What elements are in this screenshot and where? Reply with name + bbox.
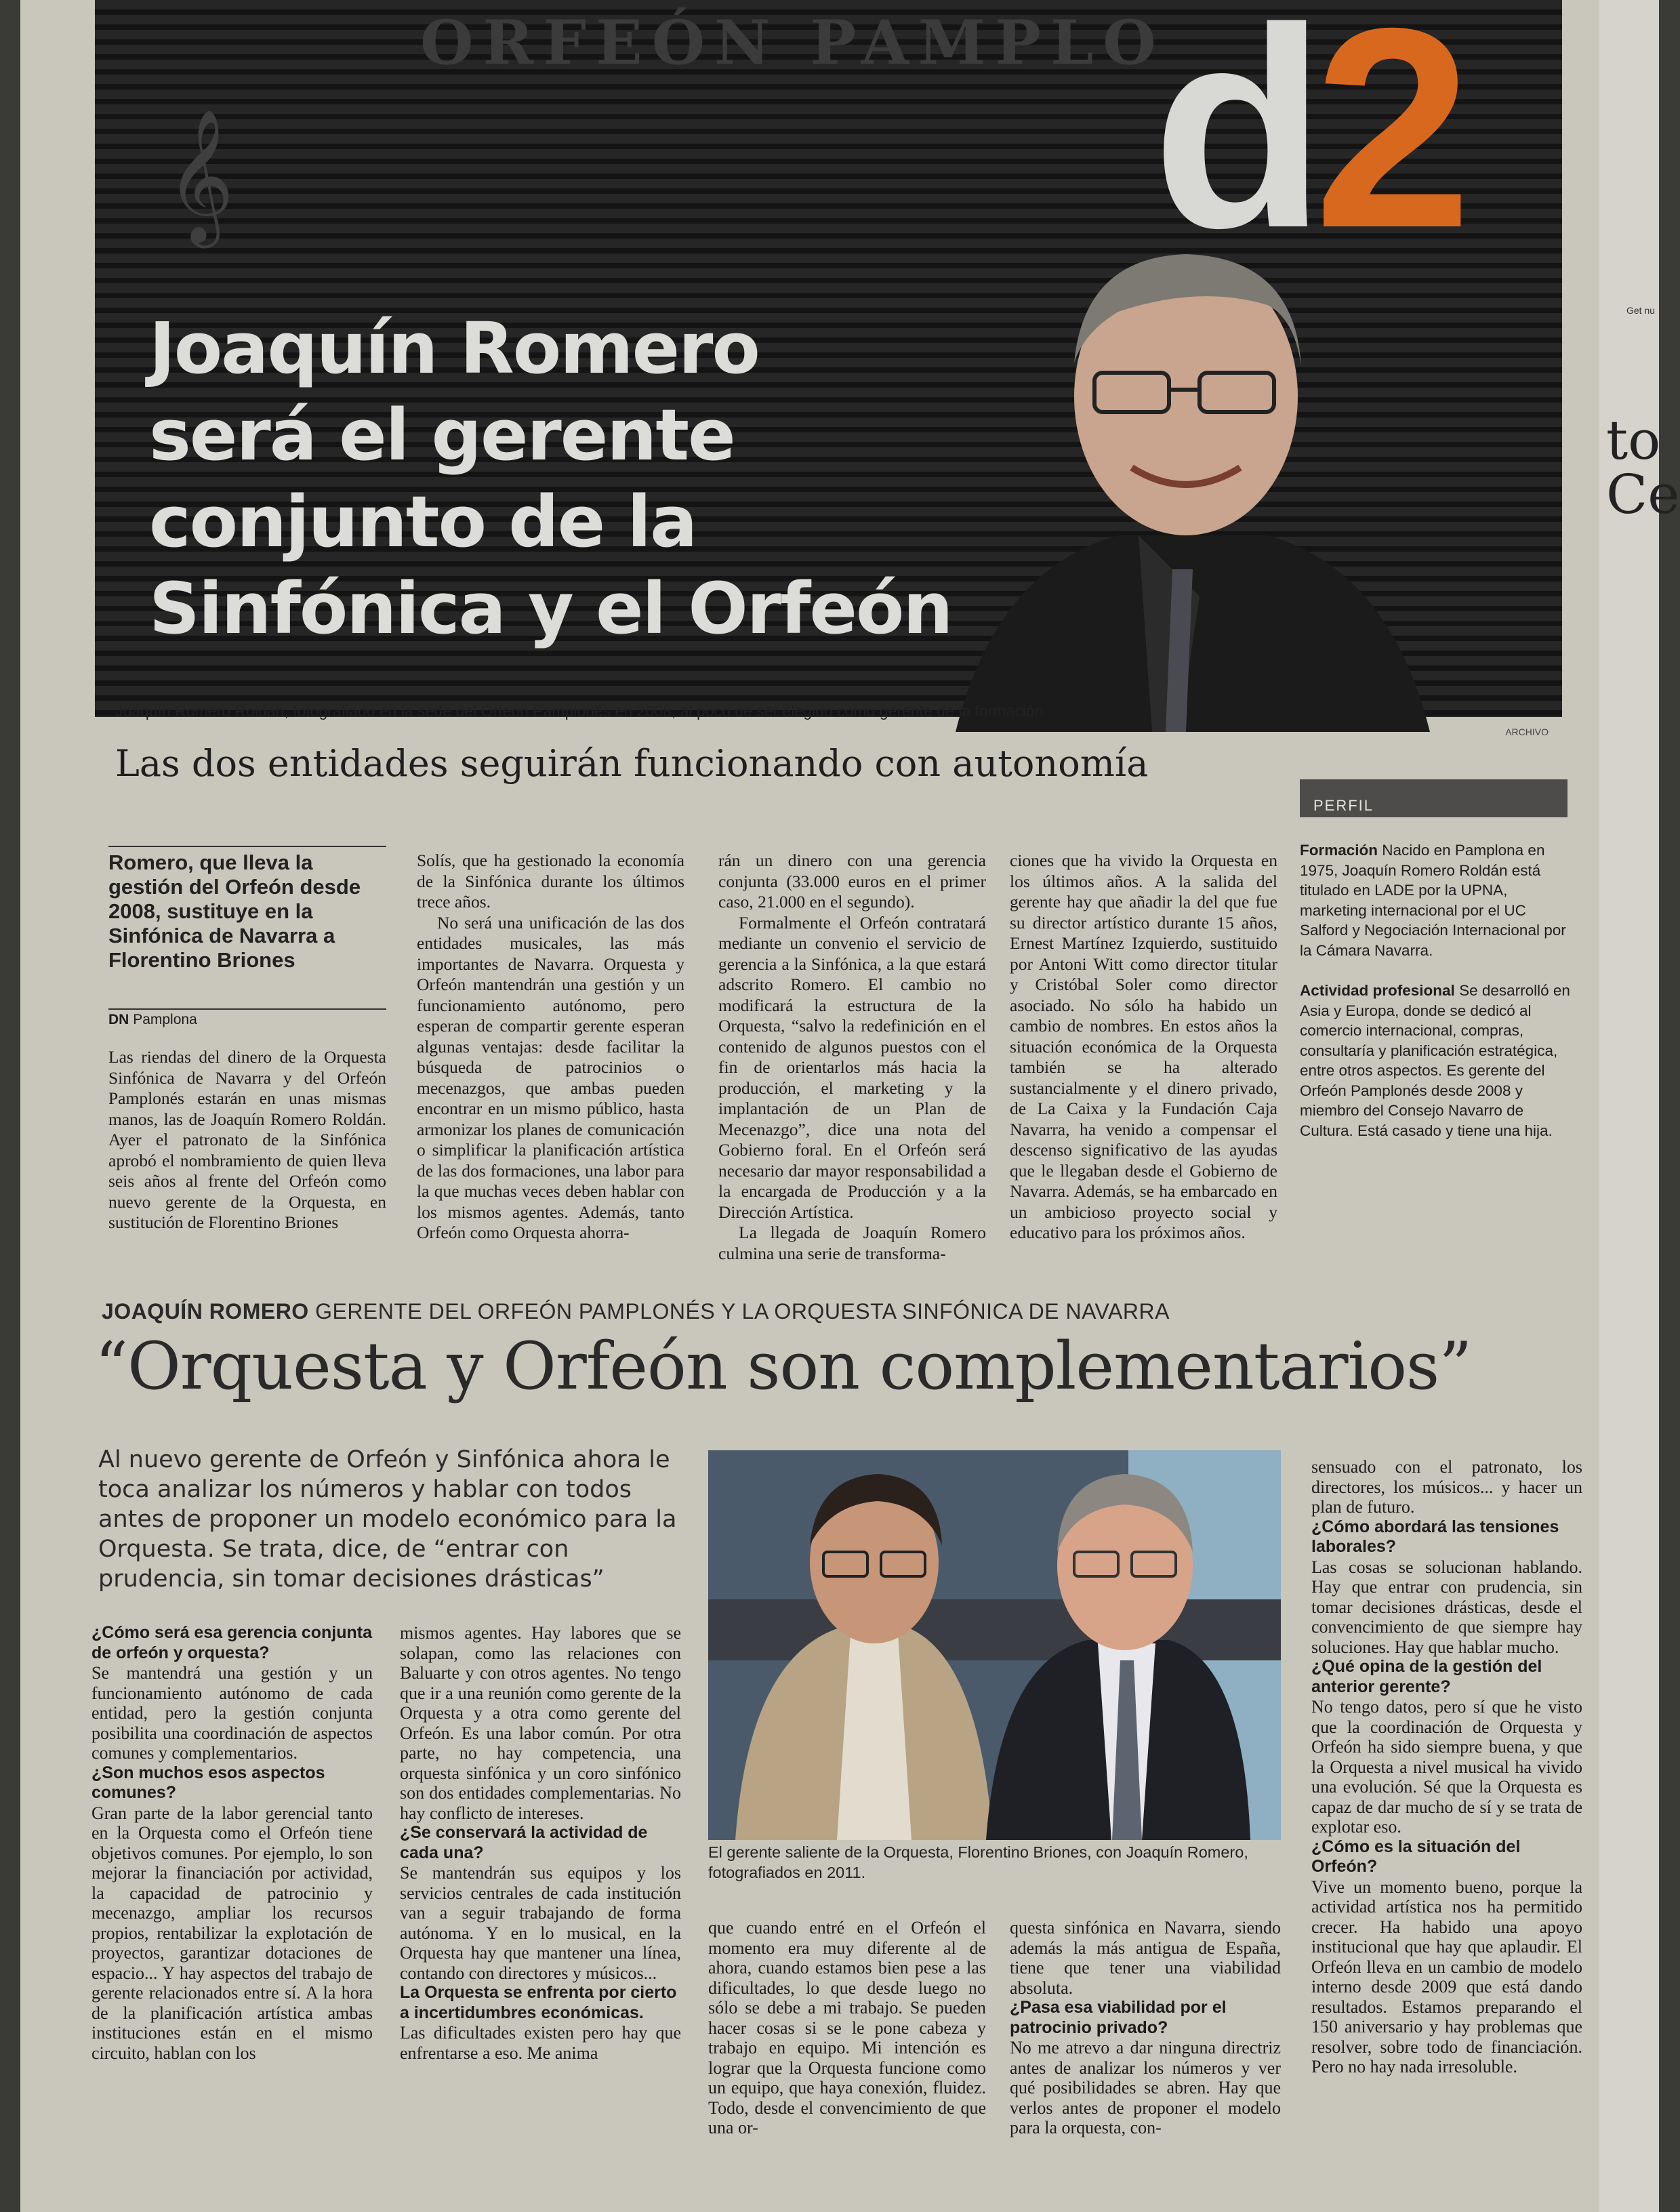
interview-column-2 bbox=[400, 1623, 681, 2063]
section-logo: d2 bbox=[1152, 0, 1460, 287]
article-column-2 bbox=[417, 851, 684, 1244]
lede-top-rule bbox=[108, 846, 386, 847]
byline-place: Pamplona bbox=[133, 1012, 197, 1027]
interview-intro: Al nuevo gerente de Orfeón y Sinfónica ahora le toca analizar los números y hablar con todos antes de proponer un modelo económico para la Orquesta. Se trata, dice, de “entrar con prudencia, sin tomar decisiones drásticas” bbox=[98, 1446, 677, 1593]
question: La Orquesta se enfrenta por cierto a incertidumbres económicas. bbox=[400, 1983, 677, 2022]
paragraph: Solís, que ha gestionado la economía de la Sinfónica durante los últimos trece años. bbox=[417, 851, 684, 912]
answer: mismos agentes. Hay labores que se solapan, como las relaciones con Baluarte y con otros agentes. No tengo que ir a una reunión como gerente de la Orquesta y a otra como gerente del Orfeón. Es una labor común. Por otra parte, no hay competencia, una orquesta sinfónica y un coro sinfónico son dos entidades complementarias. No hay conflicto de intereses. bbox=[400, 1623, 681, 1823]
answer: Las cosas se solucionan hablando. Hay que entrar con prudencia, sin tomar decisiones drásticas, desde el convencimiento de que siempre hay soluciones. Hay que hablar mucho. bbox=[1311, 1557, 1582, 1657]
question: ¿Cómo será esa gerencia conjunta de orfeón y orquesta? bbox=[91, 1623, 373, 1662]
paragraph: ciones que ha vivido la Orquesta en los últimos años. A la salida del gerente hay que añadir la del que fue su director artístico durante 15 años, Ernest Martínez Izquierdo, sustituido por Antoni Witt como director titular y Cristóbal Soler como director asociado. No sólo ha habido un cambio de nombres. En estos años la situación económica de la Orquesta también se ha alterado sustancialmente y el dinero privado, de La Caixa y la Fundación Caja Navarra, ha venido a compensar el descenso significativo de las ayudas que le llegaban desde el Gobierno de Navarra. Además, se ha embarcado en un ambicioso proyecto social y educativo para los próximos años. bbox=[1010, 851, 1277, 1242]
headline-line: conjunto de la bbox=[149, 480, 697, 563]
question: ¿Cómo abordará las tensiones laborales? bbox=[1311, 1517, 1559, 1556]
perfil-box bbox=[1300, 840, 1571, 1161]
hero-caption-row bbox=[95, 698, 1562, 739]
hero-headline bbox=[149, 305, 962, 652]
article-column-4 bbox=[1010, 851, 1277, 1244]
interview-photo-caption: El gerente saliente de la Orquesta, Florentino Briones, con Joaquín Romero, fotografiados en 2011. bbox=[708, 1843, 1248, 1881]
answer: Se mantendrá una gestión y un funcionamiento autónomo de cada entidad, pero la gestión conjunta posibilita una coordinación de aspectos comunes y complementarios. bbox=[91, 1663, 373, 1763]
answer: Gran parte de la labor gerencial tanto en la Orquesta como el Orfeón tiene objetivos comunes. Por ejemplo, lo son mejorar la financiación por actividad, la capacidad de patrocinio y mecenazgo, ampliar los recursos propios, rentabilizar la explotación de proyectos, garantizar dotaciones de espacio... Y hay aspectos del trabajo de gerente relacionados entre sí. A la hora de la planificación artística ambas instituciones están en el mismo circuito, hablan con los bbox=[91, 1803, 373, 2063]
question: ¿Se conservará la actividad de cada una? bbox=[400, 1823, 648, 1862]
question: ¿Qué opina de la gestión del anterior gerente? bbox=[1311, 1657, 1542, 1696]
answer: Vive un momento bueno, porque la actividad artística nos ha permitido crecer. Ha habido una apoyo institucional que hay que aplaudir. El Orfeón lleva en un cambio de modelo interno desde 2009 que está dando resultados. Estamos preparando el 150 aniversario y hay problemas que resolver, sobre todo de financiación. Pero no hay nada irresoluble. bbox=[1311, 1877, 1582, 2076]
lede-bottom-rule bbox=[108, 1008, 386, 1010]
paragraph: rán un dinero con una gerencia conjunta (33.000 euros en el primer caso, 21.000 en el segundo). bbox=[718, 851, 986, 912]
interview-column-3 bbox=[708, 1918, 986, 2138]
article-column-1 bbox=[108, 1047, 386, 1233]
answer: No tengo datos, pero sí que he visto que la coordinación de Orquesta y Orfeón ha sido siempre buena, y que la Orquesta a nivel musical ha vivido una evolución. Sé que la Orquesta es capaz de dar mucho de sí y se trata de explotar eso. bbox=[1311, 1697, 1582, 1837]
hero-photo-area bbox=[95, 0, 1562, 717]
byline-outlet: DN bbox=[108, 1012, 129, 1027]
headline-line: Joaquín Romero bbox=[149, 307, 759, 390]
perfil-label: PERFIL bbox=[1300, 779, 1568, 817]
paragraph: No será una unificación de las dos entidades musicales, las más importantes de Navarra. Orquesta y Orfeón mantendrán una gestión y un funcionamiento autónomo, pero esperan de compartir gerente esperan algunas ventajas: desde facilitar la búsqueda de patrocinios o mecenazgos, que ambas pueden encontrar en un mismo público, hasta armonizar los planes de comunicación o simplificar la planificación artística de las dos formaciones, una labor para la que muchas veces deben hablar con los mismos agentes. Además, tanto Orfeón como Orquesta ahorra- bbox=[417, 912, 684, 1242]
interview-photo bbox=[708, 1450, 1281, 1840]
answer: que cuando entré en el Orfeón el momento era muy diferente al de ahora, cuando estamos bien pese a las dificultades, lo que desde luego no sólo se debe a mi trabajo. Se pueden hacer cosas si se le pone cabeza y trabajo en equipo. Mi intención es lograr que la Orquesta funcione como un equipo, que haya conexión, fluidez. Todo, desde el convencimiento de que una or- bbox=[708, 1918, 986, 2137]
question: ¿Cómo es la situación del Orfeón? bbox=[1311, 1837, 1521, 1876]
article-column-3 bbox=[718, 851, 986, 1264]
interview-column-4 bbox=[1010, 1918, 1281, 2138]
perfil-formacion: Formación Nacido en Pamplona en 1975, Joaquín Romero Roldán está titulado en LADE por la UPNA, marketing internacional por el UC Salford y Negociación Internacional por la Cámara Navarra. bbox=[1300, 842, 1566, 959]
background-sign-text: ORFEÓN PAMPLO bbox=[420, 7, 1166, 79]
question: ¿Pasa esa viabilidad por el patrocinio privado? bbox=[1010, 1998, 1227, 2037]
portrait-photo bbox=[915, 217, 1457, 732]
adjacent-page-edge bbox=[1599, 0, 1680, 2212]
byline bbox=[108, 1012, 197, 1028]
newspaper-page bbox=[20, 0, 1620, 2212]
interview-kicker: JOAQUÍN ROMERO GERENTE DEL ORFEÓN PAMPLONÉS Y LA ORQUESTA SINFÓNICA DE NAVARRA bbox=[102, 1299, 1170, 1324]
question: ¿Son muchos esos aspectos comunes? bbox=[91, 1763, 325, 1802]
photo-credit: ARCHIVO bbox=[1505, 726, 1549, 737]
headline-line: será el gerente bbox=[149, 394, 735, 476]
interview-headline: “Orquesta y Orfeón son complementarios” bbox=[95, 1328, 1472, 1404]
paragraph: Las riendas del dinero de la Orquesta Sinfónica de Navarra y del Orfeón Pamplonés estarán en unas mismas manos, las de Joaquín Romero Roldán. Ayer el patronato de la Sinfónica aprobó el nombramiento de quien lleva seis años al frente del Orfeón como nuevo gerente de la Orquesta, en sustitución de Florentino Briones bbox=[108, 1047, 386, 1232]
paragraph: La llegada de Joaquín Romero culmina una serie de transforma- bbox=[718, 1223, 986, 1263]
treble-clef-icon: 𝄞 bbox=[166, 108, 234, 243]
adjacent-page-large-text: to Ce bbox=[1606, 409, 1680, 526]
answer: sensuado con el patronato, los directores, los músicos... y hacer un plan de futuro. bbox=[1311, 1457, 1582, 1517]
adjacent-page-small-text: Get nu bbox=[1626, 305, 1656, 316]
headline-line: Sinfónica y el Orfeón bbox=[149, 567, 952, 650]
article-subheadline: Las dos entidades seguirán funcionando con autonomía bbox=[115, 742, 1149, 785]
answer: No me atrevo a dar ninguna directriz antes de analizar los números y ver qué posibilidades se abren. Hay que verlos antes de proponer el modelo para la orquesta, con- bbox=[1010, 2038, 1281, 2137]
answer: questa sinfónica en Navarra, siendo además la más antigua de España, tiene que tener una viabilidad absoluta. bbox=[1010, 1918, 1281, 1998]
article-lede: Romero, que lleva la gestión del Orfeón desde 2008, sustituye en la Sinfónica de Navarra a Florentino Briones bbox=[108, 851, 361, 972]
interview-column-1 bbox=[91, 1623, 373, 2063]
perfil-actividad: Actividad profesional Se desarrolló en Asia y Europa, donde se dedicó al comercio internacional, compras, consultaría y planificación estratégica, entre otros aspectos. Es gerente del Orfeón Pamplonés desde 2008 y miembro del Consejo Navarro de Cultura. Está casado y tiene una hija. bbox=[1300, 982, 1570, 1139]
answer: Las dificultades existen pero hay que enfrentarse a eso. Me anima bbox=[400, 2023, 681, 2063]
paragraph: Formalmente el Orfeón contratará mediante un convenio el servicio de gerencia a la Sinfónica, a la que estará adscrito Romero. El cambio no modificará la estructura de la Orquesta, “salvo la redefinición en el contenido de algunos puestos con el fin de orientarlos más hacia la producción, el marketing y la implantación de un Plan de Mecenazgo”, dice una nota del Gobierno foral. En el Orfeón será necesario dar mayor responsabilidad a la encargada de Producción y a la Dirección Artística. bbox=[718, 912, 986, 1222]
answer: Se mantendrán sus equipos y los servicios centrales de cada institución van a seguir trabajando de forma autónoma. Y en lo musical, en la Orquesta hay que mantener una línea, contando con directores y músicos... bbox=[400, 1863, 681, 1983]
interview-column-5 bbox=[1311, 1457, 1582, 2077]
hero-photo-caption: Joaquín Romero Roldán, fotografiado en la sede del Orfeón Pamplonés en 2008, al poco de ser elegido como gerente de la formación. bbox=[115, 702, 1048, 720]
